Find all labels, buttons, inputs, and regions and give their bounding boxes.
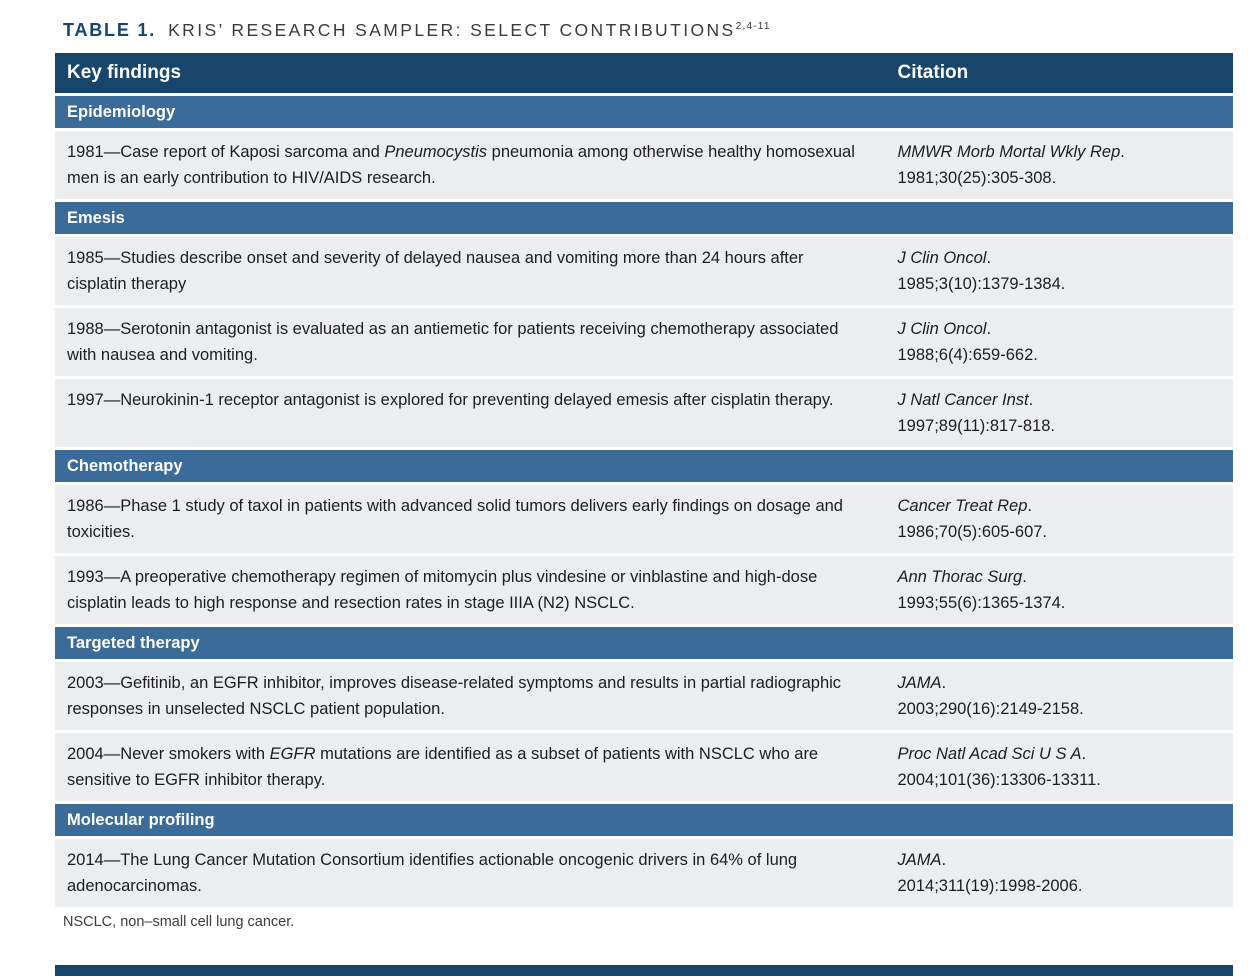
citation-journal — [897, 564, 1223, 590]
citation-cell — [885, 485, 1233, 553]
citation-journal — [897, 741, 1223, 767]
key-finding-cell — [55, 662, 885, 730]
text-segment: . — [1027, 497, 1032, 515]
key-finding-cell — [55, 379, 885, 447]
table-row — [55, 308, 1233, 376]
key-finding-cell — [55, 485, 885, 553]
table-footnote: NSCLC, non–small cell lung cancer. — [63, 914, 295, 930]
text-segment: mutations are identified as a subset of patients with NSCLC who are sensitive to EGFR inhibitor therapy. — [67, 745, 819, 789]
bottom-divider-bar — [55, 965, 1233, 976]
citation-cell — [885, 662, 1233, 730]
table-row — [55, 839, 1233, 907]
text-segment: 1985—Studies describe onset and severity of delayed nausea and vomiting more than 24 hours after cisplatin therapy — [67, 249, 804, 293]
table-row — [55, 131, 1233, 199]
text-segment: . — [941, 674, 947, 692]
citation-journal — [897, 316, 1223, 342]
key-finding-cell — [55, 556, 885, 624]
italic-term: J Clin Oncol — [897, 320, 987, 338]
text-segment: . — [941, 851, 947, 869]
citation-reference: 1981;30(25):305-308. — [897, 169, 1057, 187]
citation-cell — [885, 733, 1233, 801]
text-segment: . — [1022, 568, 1027, 586]
table-title-references: 2,4-11 — [735, 20, 771, 32]
citation-journal — [897, 387, 1223, 413]
italic-term: JAMA — [897, 674, 942, 692]
table-row — [55, 379, 1233, 447]
italic-term: Pneumocystis — [384, 143, 488, 161]
key-finding-cell — [55, 131, 885, 199]
citation-reference: 1986;70(5):605-607. — [897, 523, 1048, 541]
citation-cell — [885, 237, 1233, 305]
text-segment: . — [986, 320, 992, 338]
table-row — [55, 556, 1233, 624]
text-segment: 2014—The Lung Cancer Mutation Consortium identifies actionable oncogenic drivers in 64% of lung adenocarcinomas. — [67, 851, 798, 895]
citation-journal — [897, 670, 1223, 696]
citation-reference: 1993;55(6):1365-1374. — [897, 594, 1066, 612]
text-segment: 1997—Neurokinin-1 receptor antagonist is explored for preventing delayed emesis after cisplatin therapy. — [67, 391, 834, 409]
text-segment: 1993—A preoperative chemotherapy regimen of mitomycin plus vindesine or vinblastine and high-dose cisplatin leads to high response and resection rates in stage IIIA (N2) NSCLC. — [67, 568, 818, 612]
citation-journal — [897, 847, 1223, 873]
table-title — [63, 20, 1233, 41]
citation-reference: 1997;89(11):817-818. — [897, 417, 1055, 435]
text-segment: . — [1028, 391, 1034, 409]
table-body — [55, 96, 1233, 907]
table-header-row — [55, 53, 1233, 93]
citation-reference: 2003;290(16):2149-2158. — [897, 700, 1084, 718]
citation-journal — [897, 245, 1223, 271]
text-segment: 1986—Phase 1 study of taxol in patients with advanced solid tumors delivers early findings on dosage and toxicities. — [67, 497, 843, 541]
text-segment: pneumonia among otherwise healthy homosexual men is an early contribution to HIV/AIDS research. — [67, 143, 855, 187]
section-header-emesis: Emesis — [55, 202, 1233, 234]
citation-journal — [897, 139, 1223, 165]
key-finding-cell — [55, 237, 885, 305]
text-segment: . — [1081, 745, 1087, 763]
citation-reference: 2014;311(19):1998-2006. — [897, 877, 1083, 895]
research-contributions-table — [55, 53, 1233, 907]
italic-term: Cancer Treat Rep — [897, 497, 1028, 515]
column-header-citation: Citation — [897, 62, 969, 83]
citation-cell — [885, 556, 1233, 624]
citation-reference: 1985;3(10):1379-1384. — [897, 275, 1066, 293]
key-finding-cell — [55, 839, 885, 907]
text-segment: . — [986, 249, 992, 267]
section-header-molecular-profiling: Molecular profiling — [55, 804, 1233, 836]
italic-term: MMWR Morb Mortal Wkly Rep — [897, 143, 1121, 161]
text-segment: 1988—Serotonin antagonist is evaluated as an antiemetic for patients receiving chemotherapy associated with nausea and vomiting. — [67, 320, 839, 364]
text-segment: 1981—Case report of Kaposi sarcoma and — [67, 143, 385, 161]
citation-cell — [885, 379, 1233, 447]
column-header-key-findings: Key findings — [67, 62, 182, 83]
citation-cell — [885, 131, 1233, 199]
section-header-chemotherapy: Chemotherapy — [55, 450, 1233, 482]
citation-reference: 1988;6(4):659-662. — [897, 346, 1038, 364]
text-segment: 2003—Gefitinib, an EGFR inhibitor, improves disease-related symptoms and results in partial radiographic responses in unselected NSCLC patient population. — [67, 674, 842, 718]
citation-cell — [885, 308, 1233, 376]
italic-term: J Clin Oncol — [897, 249, 987, 267]
table-row — [55, 733, 1233, 801]
table-title-label: TABLE 1. — [63, 20, 157, 40]
italic-term: Ann Thorac Surg — [897, 568, 1023, 586]
italic-term: JAMA — [897, 851, 942, 869]
citation-cell — [885, 839, 1233, 907]
section-header-targeted-therapy: Targeted therapy — [55, 627, 1233, 659]
text-segment: . — [1120, 143, 1125, 161]
citation-journal — [897, 493, 1223, 519]
key-finding-cell — [55, 308, 885, 376]
section-header-epidemiology: Epidemiology — [55, 96, 1233, 128]
table-row — [55, 485, 1233, 553]
italic-term: Proc Natl Acad Sci U S A — [897, 745, 1082, 763]
key-finding-cell — [55, 733, 885, 801]
table-title-text: KRIS’ RESEARCH SAMPLER: SELECT CONTRIBUTIONS — [168, 20, 736, 40]
italic-term: J Natl Cancer Inst — [897, 391, 1029, 409]
citation-reference: 2004;101(36):13306-13311. — [897, 771, 1101, 789]
text-segment: 2004—Never smokers with — [67, 745, 270, 763]
table-row — [55, 237, 1233, 305]
italic-term: EGFR — [269, 745, 316, 763]
table-row — [55, 662, 1233, 730]
